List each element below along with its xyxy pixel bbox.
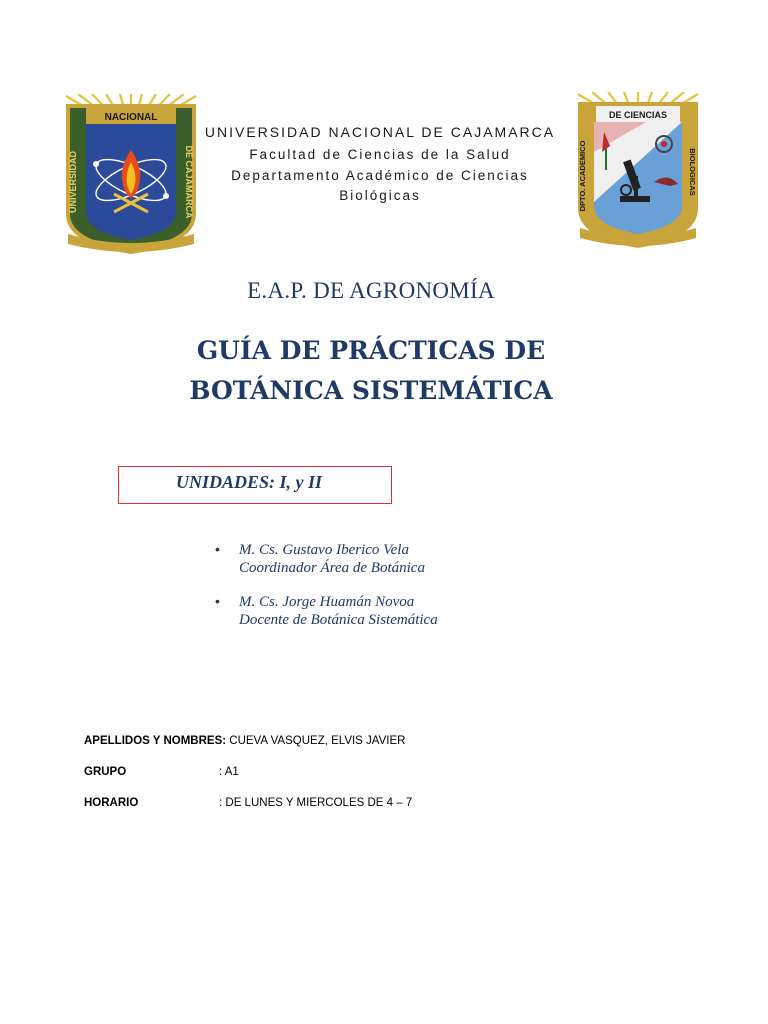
units-label: UNIDADES: I, y II [176, 472, 323, 492]
faculty-name: Facultad de Ciencias de la Salud [249, 147, 511, 162]
author-2 [239, 593, 438, 629]
student-group-value: : A1 [219, 766, 239, 778]
author-1-role: Coordinador Área de Botánica [239, 560, 425, 576]
department-name-line2: Biológicas [339, 188, 421, 203]
university-logo [64, 94, 198, 256]
dept-logo-left-text: DPTO. ACADEMICO [578, 140, 587, 212]
author-2-name: M. Cs. Jorge Huamán Novoa [239, 594, 415, 610]
student-group-label: GRUPO [84, 766, 127, 778]
student-group-row [84, 766, 484, 778]
author-1-name: M. Cs. Gustavo Iberico Vela [239, 542, 409, 558]
student-schedule-label: HORARIO [84, 797, 139, 809]
student-schedule-row [84, 797, 484, 809]
university-name: UNIVERSIDAD NACIONAL DE CAJAMARCA [204, 124, 556, 140]
author-2-role: Docente de Botánica Sistemática [239, 612, 438, 628]
logo-top-text: NACIONAL [104, 112, 158, 123]
bullet-icon: • [215, 541, 220, 557]
guide-title-line2: BOTÁNICA SISTEMÁTICA [189, 376, 553, 405]
guide-title-line1: GUÍA DE PRÁCTICAS DE [196, 336, 546, 365]
bullet-icon: • [215, 593, 220, 609]
department-logo [576, 92, 700, 250]
student-names-row [84, 735, 405, 747]
school-title: E.A.P. DE AGRONOMÍA [247, 278, 495, 303]
department-name: Departamento Académico de Ciencias [231, 168, 529, 183]
student-names-value: CUEVA VASQUEZ, ELVIS JAVIER [229, 735, 406, 747]
student-schedule-value: : DE LUNES Y MIERCOLES DE 4 – 7 [219, 797, 413, 809]
logo-right-text: DE CAJAMARCA [184, 145, 194, 219]
dept-logo-top-text: DE CIENCIAS [608, 110, 668, 120]
student-names-label: APELLIDOS Y NOMBRES: [84, 735, 227, 747]
author-1 [239, 541, 425, 577]
dept-logo-right-text: BIOLOGICAS [688, 148, 697, 196]
logo-left-text: UNIVERSIDAD [68, 150, 78, 214]
